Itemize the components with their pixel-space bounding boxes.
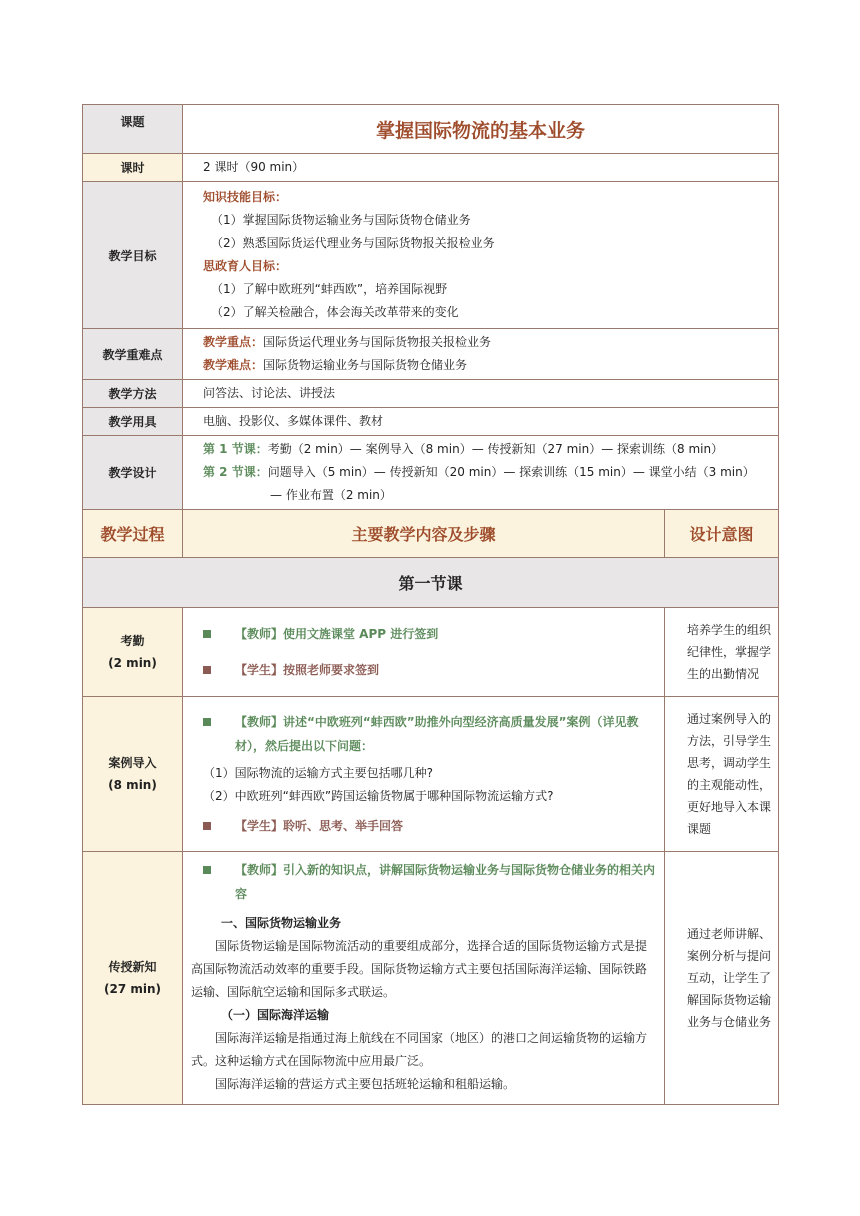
difficulty-title: 教学难点： <box>203 358 264 372</box>
teach-paragraph-2: 国际海洋运输是指通过海上航线在不同国家（地区）的港口之间运输货物的运输方式。这种运输方式在国际物流中应用最广泛。 <box>191 1031 648 1068</box>
case-name: 案例导入 <box>108 756 157 770</box>
key-point-title: 教学重点： <box>203 335 264 349</box>
session-1-text: 考勤（2 min）— 案例导入（8 min）— 传授新知（27 min）— 探索训练（8 min） <box>267 442 724 456</box>
key-points-label: 教学重难点 <box>83 329 183 380</box>
process-col-header: 教学过程 <box>83 510 183 558</box>
design-content <box>183 436 779 510</box>
hours-row <box>83 154 779 182</box>
key-point-text: 国际货运代理业务与国际货物报关报检业务 <box>263 335 492 349</box>
knowledge-goal-item-1: （1）掌握国际货物运输业务与国际货物仓储业务 <box>211 213 471 227</box>
topic-title: 掌握国际物流的基本业务 <box>183 105 779 154</box>
bullet-icon <box>203 866 211 874</box>
session-2-text: 问题导入（5 min）— 传授新知（20 min）— 探索训练（15 min）— 课堂小结（3 min） <box>267 465 755 479</box>
teach-teacher: 【教师】引入新的知识点，讲解国际货物运输业务与国际货物仓储业务的相关内容 <box>235 863 656 901</box>
attendance-label <box>83 608 183 697</box>
case-label <box>83 697 183 852</box>
teach-paragraph-1: 国际货物运输是国际物流活动的重要组成部分，选择合适的国际货物运输方式是提高国际物流活动效率的重要手段。国际货物运输方式主要包括国际海洋运输、国际铁路运输、国际航空运输和国际多式联运。 <box>191 939 648 999</box>
lesson-plan-table <box>82 104 779 1105</box>
session-2-title: 第 2 节课： <box>203 465 268 479</box>
topic-label: 课题 <box>83 105 183 154</box>
ideology-goal-item-2: （2）了解关检融合，体会海关改革带来的变化 <box>211 305 459 319</box>
intent-col-header: 设计意图 <box>665 510 779 558</box>
session-1-title: 第 1 节课： <box>203 442 268 456</box>
attendance-row <box>83 608 779 697</box>
ideology-goal-item-1: （1）了解中欧班列“蚌西欧”，培养国际视野 <box>211 282 448 296</box>
attendance-time: (2 min) <box>108 656 157 670</box>
tools-label: 教学用具 <box>83 408 183 436</box>
attendance-intent: 培养学生的组织纪律性，掌握学生的出勤情况 <box>665 608 779 697</box>
section-1-title: 第一节课 <box>83 558 779 608</box>
attendance-content <box>183 608 665 697</box>
teach-paragraph-3: 国际海洋运输的营运方式主要包括班轮运输和租船运输。 <box>215 1077 516 1091</box>
teach-heading-1: 一、国际货物运输业务 <box>221 916 342 930</box>
goals-label: 教学目标 <box>83 182 183 329</box>
section-1-row <box>83 558 779 608</box>
teach-time: (27 min) <box>103 982 161 996</box>
knowledge-goal-title: 知识技能目标： <box>203 190 288 204</box>
design-label: 教学设计 <box>83 436 183 510</box>
goals-content <box>183 182 779 329</box>
design-row <box>83 436 779 510</box>
ideology-goal-title: 思政育人目标： <box>203 259 288 273</box>
teach-intent: 通过老师讲解、案例分析与提问互动，让学生了解国际货物运输业务与仓储业务 <box>665 852 779 1105</box>
case-question-2: （2）中欧班列“蚌西欧”跨国运输货物属于哪种国际物流运输方式? <box>203 789 554 803</box>
case-student: 【学生】聆听、思考、举手回答 <box>235 819 404 833</box>
case-question-1: （1）国际物流的运输方式主要包括哪几种? <box>203 766 434 780</box>
method-label: 教学方法 <box>83 380 183 408</box>
difficulty-text: 国际货物运输业务与国际货物仓储业务 <box>263 358 468 372</box>
tools-value: 电脑、投影仪、多媒体课件、教材 <box>183 408 779 436</box>
content-col-header: 主要教学内容及步骤 <box>183 510 665 558</box>
key-points-content <box>183 329 779 380</box>
tools-row <box>83 408 779 436</box>
teach-label <box>83 852 183 1105</box>
teach-content <box>183 852 665 1105</box>
attendance-teacher: 【教师】使用文旌课堂 APP 进行签到 <box>235 627 439 641</box>
method-value: 问答法、讨论法、讲授法 <box>183 380 779 408</box>
case-row <box>83 697 779 852</box>
case-time: (8 min) <box>108 778 157 792</box>
attendance-name: 考勤 <box>120 634 145 648</box>
method-row <box>83 380 779 408</box>
case-intent: 通过案例导入的方法，引导学生思考，调动学生的主观能动性，更好地导入本课课题 <box>665 697 779 852</box>
knowledge-goal-item-2: （2）熟悉国际货运代理业务与国际货物报关报检业务 <box>211 236 495 250</box>
case-teacher: 【教师】讲述“中欧班列“蚌西欧”助推外向型经济高质量发展”案例（详见教材），然后提出以下问题： <box>235 715 639 753</box>
teach-heading-2: （一）国际海洋运输 <box>221 1008 330 1022</box>
key-points-row <box>83 329 779 380</box>
session-2-continuation: — 作业布置（2 min） <box>270 488 392 502</box>
bullet-icon <box>203 718 211 726</box>
bullet-icon <box>203 666 211 674</box>
bullet-icon <box>203 822 211 830</box>
attendance-student: 【学生】按照老师要求签到 <box>235 663 380 677</box>
hours-label: 课时 <box>83 154 183 182</box>
lesson-plan-sheet <box>82 104 778 1105</box>
topic-row <box>83 105 779 154</box>
case-content <box>183 697 665 852</box>
teach-row <box>83 852 779 1105</box>
bullet-icon <box>203 630 211 638</box>
hours-value: 2 课时（90 min） <box>183 154 779 182</box>
process-header-row <box>83 510 779 558</box>
goals-row <box>83 182 779 329</box>
teach-name: 传授新知 <box>108 960 157 974</box>
